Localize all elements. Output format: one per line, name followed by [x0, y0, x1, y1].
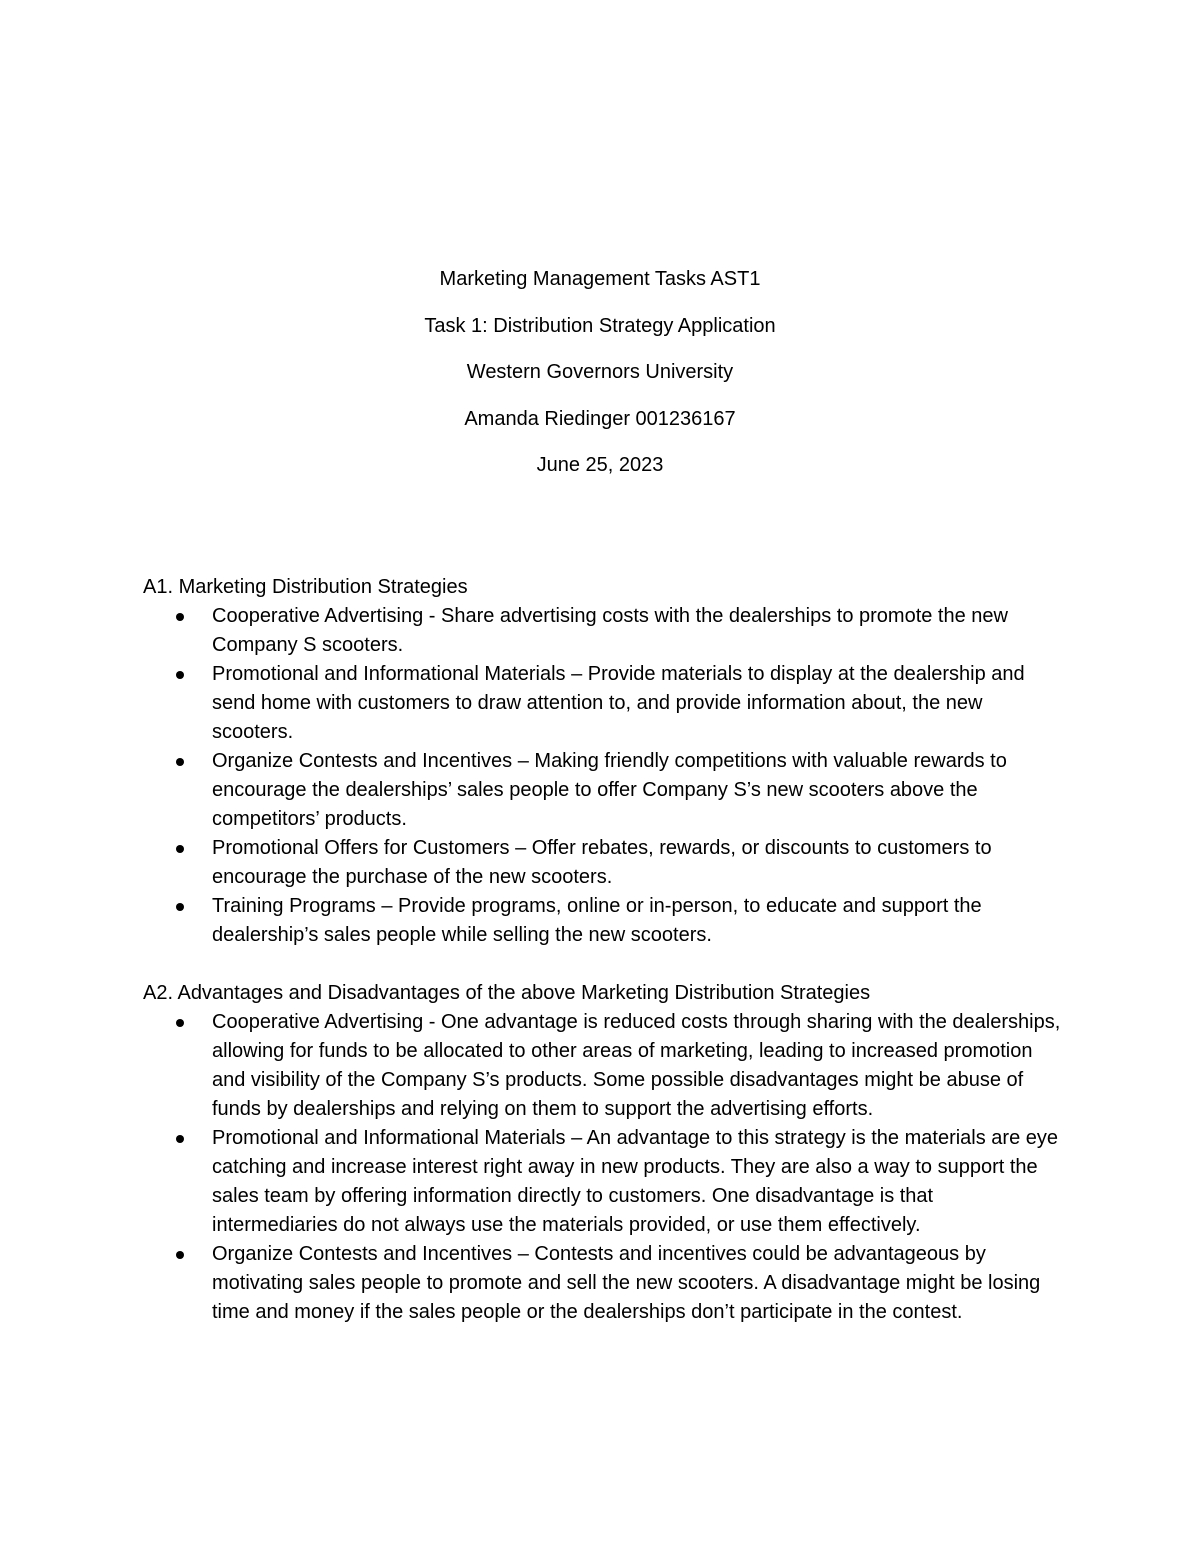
- list-item-text: Organize Contests and Incentives – Contests and incentives could be advantageous by motivating sales people to promote and sell the new scooters. A disadvantage might be losing time and money if the sales people or the dealerships don’t participate in the contest.: [212, 1243, 1041, 1323]
- list-item-text: Organize Contests and Incentives – Making friendly competitions with valuable rewards to encourage the dealerships’ sales people to offer Company S’s new scooters above the competitors’ products.: [212, 750, 1007, 830]
- bullet-icon: [176, 1135, 184, 1143]
- list-item-text: Promotional Offers for Customers – Offer rebates, rewards, or discounts to customers to encourage the purchase of the new scooters.: [212, 837, 992, 888]
- section-heading: A1. Marketing Distribution Strategies: [143, 576, 468, 598]
- list-item-text: Promotional and Informational Materials – Provide materials to display at the dealership and send home with customers to draw attention to, and provide information about, the new scooters.: [212, 663, 1025, 743]
- section-a2: [143, 979, 1103, 1327]
- bullet-list: [143, 602, 1103, 950]
- list-item-text: Training Programs – Provide programs, online or in-person, to educate and support the dealership’s sales people while selling the new scooters.: [212, 895, 982, 946]
- university-name: Western Governors University: [466, 361, 734, 383]
- author-line: Amanda Riedinger 001236167: [464, 407, 736, 430]
- bullet-list: [143, 1008, 1103, 1327]
- section-heading: A2. Advantages and Disadvantages of the above Marketing Distribution Strategies: [143, 982, 871, 1004]
- title-block: [0, 264, 1200, 497]
- list-item: [143, 834, 1062, 892]
- section-a1: [143, 573, 1103, 950]
- bullet-icon: [176, 1251, 184, 1259]
- bullet-icon: [176, 671, 184, 679]
- bullet-icon: [176, 1019, 184, 1027]
- document-body: [143, 573, 1103, 1356]
- list-item: [143, 892, 1062, 950]
- list-item: [143, 747, 1062, 834]
- bullet-icon: [176, 613, 184, 621]
- list-item-text: Cooperative Advertising - One advantage is reduced costs through sharing with the dealerships, allowing for funds to be allocated to other areas of marketing, leading to increased promotion and visibility of the Company S’s products. Some possible disadvantages might be abuse of funds by dealerships and relying on them to support the advertising efforts.: [212, 1011, 1061, 1120]
- document-date: June 25, 2023: [536, 454, 664, 476]
- bullet-icon: [176, 845, 184, 853]
- bullet-icon: [176, 758, 184, 766]
- list-item-text: Cooperative Advertising - Share advertising costs with the dealerships to promote the new Company S scooters.: [212, 605, 1008, 656]
- list-item: [143, 1240, 1062, 1327]
- bullet-icon: [176, 903, 184, 911]
- list-item: [143, 602, 1062, 660]
- document-title: Marketing Management Tasks AST1: [439, 268, 761, 290]
- list-item: [143, 660, 1062, 747]
- list-item: [143, 1124, 1062, 1240]
- list-item-text: Promotional and Informational Materials – An advantage to this strategy is the materials are eye catching and increase interest right away in new products. They are also a way to support the sales team by offering information directly to customers. One disadvantage is that intermediaries do not always use the materials provided, or use them effectively.: [212, 1127, 1059, 1236]
- task-title: Task 1: Distribution Strategy Application: [424, 314, 776, 337]
- list-item: [143, 1008, 1062, 1124]
